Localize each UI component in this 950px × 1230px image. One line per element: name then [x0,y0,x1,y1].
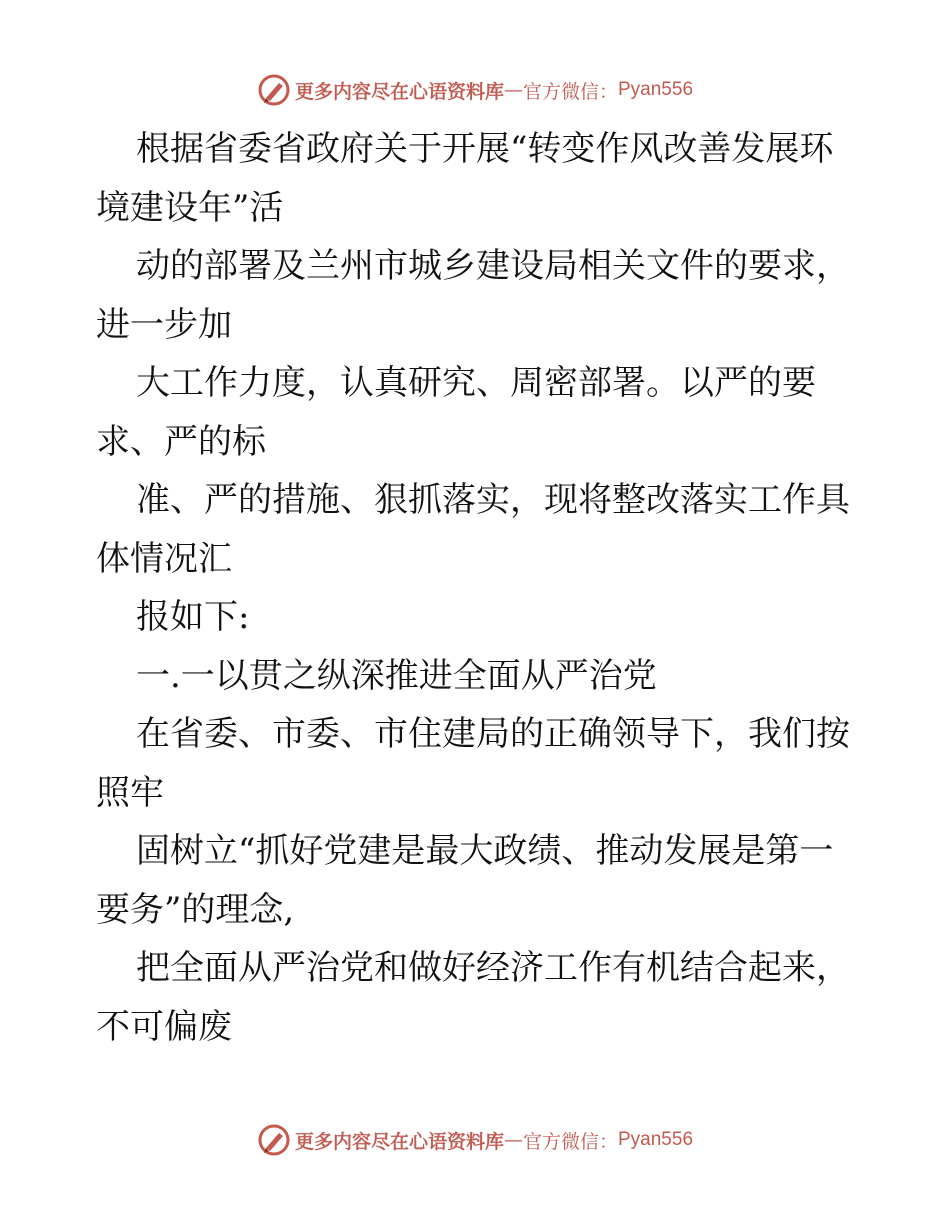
body-line: 报如下: [136,597,250,637]
section-heading: 一.一以贯之纵深推进全面从严治党 [136,655,657,696]
body-line: 体情况汇 [96,538,232,579]
banner-wechat-id: Pyan556 [618,79,694,100]
body-line: 大工作力度，认真研究、周密部署。以严的要 [136,363,816,403]
banner-lead-text: 更多内容尽在心语资料库 [294,80,504,103]
body-line: 根据省委省政府关于开展“转变作风改善发展环 [136,129,834,169]
banner-wechat-id: Pyan556 [618,1129,694,1150]
body-line: 求、严的标 [96,421,266,462]
body-line: 准、严的措施、狠抓落实，现将整改落实工作具 [136,480,850,520]
banner-official-label: 官方微信： [522,80,618,103]
banner-official-label: 官方微信： [522,1130,618,1153]
body-line: 照牢 [96,772,164,813]
red-circle-pen-logo-icon [257,1123,291,1157]
banner-dash: — [503,1129,523,1151]
body-line: 动的部署及兰州市城乡建设局相关文件的要求， [136,246,850,286]
body-line: 不可偏废 [96,1006,232,1047]
document-body [96,120,856,1056]
body-line: 境建设年”活 [96,187,284,228]
body-line: 要务”的理念, [96,889,295,930]
body-line: 在省委、市委、市住建局的正确领导下，我们按 [136,714,850,754]
footer-banner [0,1120,950,1160]
banner-dash: — [503,79,523,101]
banner-lead-text: 更多内容尽在心语资料库 [294,1130,504,1153]
header-banner [0,70,950,110]
body-line: 固树立“抓好党建是最大政绩、推动发展是第一 [136,831,834,871]
body-line: 把全面从严治党和做好经济工作有机结合起来， [136,948,850,988]
red-circle-pen-logo-icon [257,73,291,107]
body-line: 进一步加 [96,304,232,345]
